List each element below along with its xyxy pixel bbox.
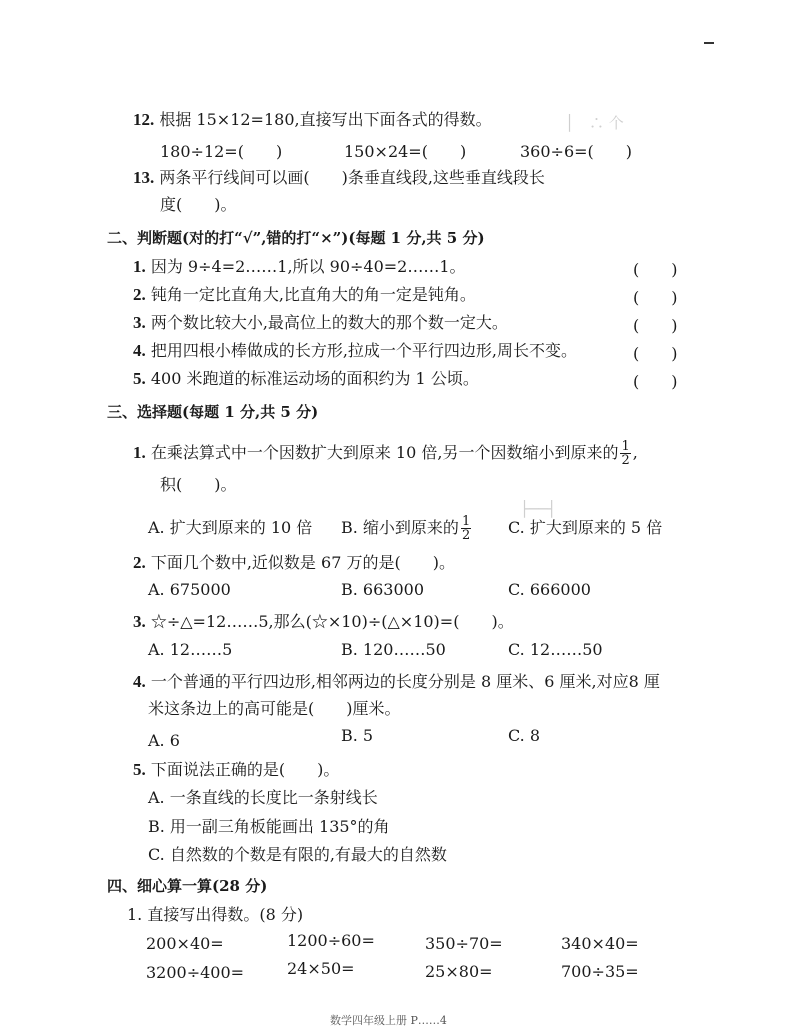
fraction-one-half: $\frac{1}{2}$ xyxy=(621,439,630,468)
option-b[interactable]: B. 缩小到原来的 $\frac{1}{2}$ xyxy=(341,514,471,543)
choice-q4 xyxy=(133,672,660,692)
answer-blank[interactable]: 150×24=( ) xyxy=(344,142,467,161)
item-text: 把用四根小棒做成的长方形,拉成一个平行四边形,周长不变。 xyxy=(150,341,578,360)
item-text: 钝角一定比直角大,比直角大的角一定是钝角。 xyxy=(150,285,476,304)
item-number: 3. xyxy=(133,313,146,332)
option-b[interactable]: B. 663000 xyxy=(341,580,425,599)
item-number: 1. xyxy=(133,443,146,462)
item-number: 2. xyxy=(133,553,146,572)
item-text: 一个普通的平行四边形,相邻两边的长度分别是 8 厘米、6 厘米,对应8 厘 xyxy=(150,672,660,691)
choice-q5 xyxy=(133,760,339,780)
question-stem: 两条平行线间可以画( )条垂直线段,这些垂直线段长 xyxy=(159,168,545,187)
item-text: 在乘法算式中一个因数扩大到原来 10 倍,另一个因数缩小到原来的 xyxy=(150,443,619,462)
option-c[interactable]: C. 8 xyxy=(508,726,541,745)
question-13 xyxy=(133,168,545,188)
option-c[interactable]: C. 666000 xyxy=(508,580,591,599)
answer-paren[interactable]: ( ) xyxy=(633,260,678,279)
item-number: 4. xyxy=(133,341,146,360)
calc-item[interactable]: 3200÷400= xyxy=(146,963,245,982)
calc-item[interactable]: 200×40= xyxy=(146,934,224,953)
answer-paren[interactable]: ( ) xyxy=(633,344,678,363)
answer-blank[interactable]: 360÷6=( ) xyxy=(520,142,633,161)
question-number: 13. xyxy=(133,168,155,187)
option-a[interactable]: A. 12……5 xyxy=(148,640,233,659)
answer-paren[interactable]: ( ) xyxy=(633,316,678,335)
option-a[interactable]: A. 6 xyxy=(148,731,180,750)
fraction-one-half: $\frac{1}{2}$ xyxy=(461,514,471,543)
option-b[interactable]: B. 5 xyxy=(341,726,374,745)
answer-paren[interactable]: ( ) xyxy=(633,288,678,307)
item-number: 4. xyxy=(133,672,146,691)
item-text: 下面说法正确的是( )。 xyxy=(150,760,340,779)
section-title: 三、选择题(每题 1 分,共 5 分) xyxy=(107,403,319,421)
item-number: 5. xyxy=(133,369,146,388)
option-b[interactable]: B. 用一副三角板能画出 135°的角 xyxy=(148,817,390,836)
option-a[interactable]: A. 一条直线的长度比一条射线长 xyxy=(148,788,378,807)
option-b[interactable]: B. 120……50 xyxy=(341,640,446,659)
choice-q2 xyxy=(133,553,455,573)
page-footer: 数学四年级上册 P……4 xyxy=(330,1014,447,1027)
item-text: ☆÷△=12……5,那么(☆×10)÷(△×10)=( )。 xyxy=(150,612,514,631)
judge-item xyxy=(133,341,577,361)
calc-item[interactable]: 700÷35= xyxy=(561,962,639,981)
option-a[interactable]: A. 扩大到原来的 10 倍 xyxy=(148,518,313,537)
item-number: 2. xyxy=(133,285,146,304)
bleed-through-mark: │ ∴ 个 xyxy=(565,114,624,132)
judge-item xyxy=(133,285,476,305)
section-title: 二、判断题(对的打“√”,错的打“×”)(每题 1 分,共 5 分) xyxy=(107,229,485,247)
question-stem: 根据 15×12=180,直接写出下面各式的得数。 xyxy=(159,110,492,129)
item-text: 400 米跑道的标准运动场的面积约为 1 公顷。 xyxy=(150,369,479,388)
calc-item[interactable]: 350÷70= xyxy=(425,934,503,953)
choice-q1: 1. 在乘法算式中一个因数扩大到原来 10 倍,另一个因数缩小到原来的 $\frac{1}{2}$ , xyxy=(133,439,638,468)
option-c[interactable]: C. 扩大到原来的 5 倍 xyxy=(508,518,663,537)
judge-item xyxy=(133,257,466,277)
answer-paren[interactable]: ( ) xyxy=(633,372,678,391)
question-12 xyxy=(133,110,492,130)
calc-item[interactable]: 1200÷60= xyxy=(287,931,375,950)
judge-item xyxy=(133,369,479,389)
section-title: 四、细心算一算(28 分) xyxy=(107,877,268,895)
item-text-continued: 米这条边上的高可能是( )厘米。 xyxy=(148,699,401,718)
item-number: 1. xyxy=(133,257,146,276)
calc-item[interactable]: 340×40= xyxy=(561,934,639,953)
item-number: 3. xyxy=(133,612,146,631)
item-text: 下面几个数中,近似数是 67 万的是( )。 xyxy=(150,553,455,572)
answer-blank[interactable]: 180÷12=( ) xyxy=(160,142,283,161)
item-text: 因为 9÷4=2……1,所以 90÷40=2……1。 xyxy=(150,257,466,276)
corner-mark xyxy=(704,42,714,44)
calc-item[interactable]: 25×80= xyxy=(425,962,493,981)
option-c[interactable]: C. 自然数的个数是有限的,有最大的自然数 xyxy=(148,845,447,864)
subquestion-title: 1. 直接写出得数。(8 分) xyxy=(127,905,304,924)
question-number: 12. xyxy=(133,110,155,129)
item-text: 两个数比较大小,最高位上的数大的那个数一定大。 xyxy=(150,313,508,332)
bleed-through-mark: ├──┤ xyxy=(520,500,557,518)
question-stem-continued: 度( )。 xyxy=(160,195,237,214)
choice-q3 xyxy=(133,612,514,632)
option-c[interactable]: C. 12……50 xyxy=(508,640,603,659)
item-number: 5. xyxy=(133,760,146,779)
option-a[interactable]: A. 675000 xyxy=(148,580,231,599)
calc-item[interactable]: 24×50= xyxy=(287,959,355,978)
judge-item xyxy=(133,313,508,333)
item-text-continued: 积( )。 xyxy=(160,475,237,494)
